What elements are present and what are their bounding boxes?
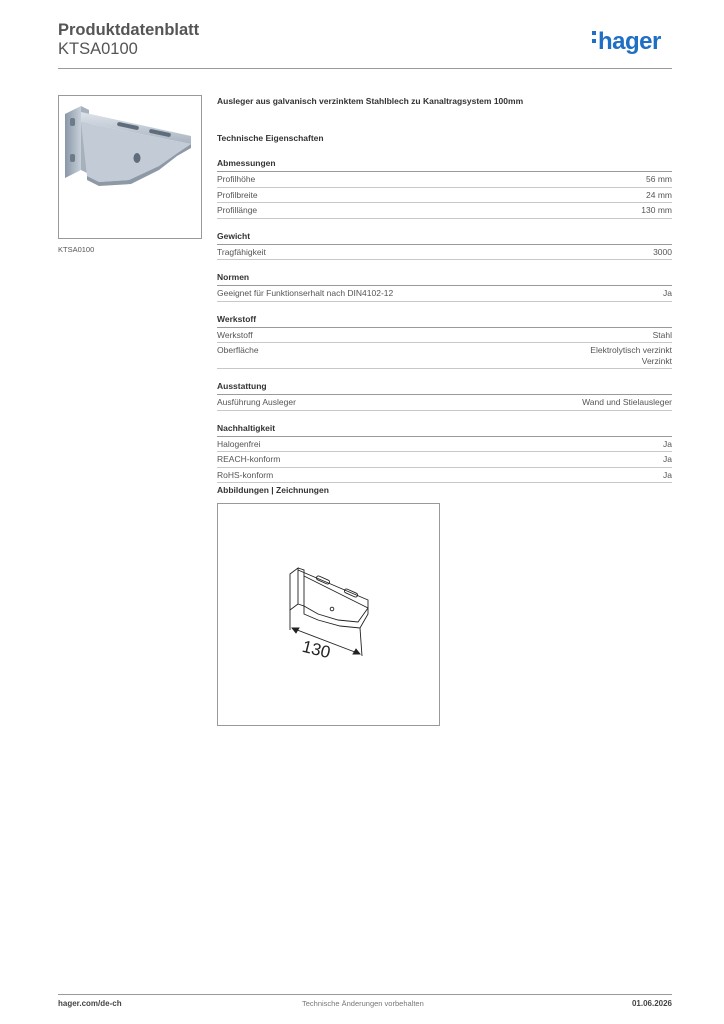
spec-row: [217, 203, 672, 219]
product-code: KTSA0100: [58, 40, 138, 58]
spec-value-text: 130 mm: [641, 205, 672, 215]
section-title: Normen: [217, 272, 672, 286]
footer-divider: [58, 994, 672, 995]
spec-row: [217, 328, 672, 344]
spec-sections: [217, 158, 672, 483]
spec-section: [217, 158, 672, 219]
section-title: Gewicht: [217, 231, 672, 245]
hager-logo: [592, 28, 661, 56]
section-title: Ausstattung: [217, 381, 672, 395]
spec-value-text: Ja: [663, 469, 672, 480]
spec-value: [646, 190, 672, 201]
spec-section: [217, 423, 672, 484]
spec-row: [217, 188, 672, 204]
spec-label: REACH-konform: [217, 454, 281, 464]
logo-dots-icon: [592, 27, 597, 47]
spec-row: [217, 468, 672, 484]
spec-value: [663, 470, 672, 481]
spec-label: Tragfähigkeit: [217, 246, 266, 257]
footer-notice: Technische Änderungen vorbehalten: [302, 999, 424, 1008]
spec-value: [641, 205, 672, 216]
technical-drawing: [217, 503, 440, 726]
spec-row: [217, 452, 672, 468]
section-title: Werkstoff: [217, 314, 672, 328]
logo-text: hager: [598, 28, 661, 55]
spec-row: [217, 286, 672, 302]
header-divider: [58, 68, 672, 69]
spec-value-text: 24 mm: [646, 189, 672, 200]
spec-value: [663, 439, 672, 450]
section-title: Abmessungen: [217, 158, 672, 172]
spec-value-text: Stahl: [652, 329, 672, 340]
product-photo: [58, 95, 202, 239]
spec-value-text: Ja: [663, 288, 672, 298]
spec-value-text: Wand und Stielausleger: [582, 397, 672, 407]
spec-value-text: Elektrolytisch verzinkt: [590, 345, 672, 355]
photo-caption: KTSA0100: [58, 245, 95, 254]
page-title: Produktdatenblatt: [58, 21, 200, 39]
spec-label: Halogenfrei: [217, 438, 261, 449]
product-description: Ausleger aus galvanisch verzinktem Stahlblech zu Kanaltragsystem 100mm: [217, 96, 524, 106]
dimension-label: 130: [300, 636, 333, 663]
spec-label: Profillänge: [217, 205, 258, 215]
spec-row: [217, 172, 672, 188]
spec-row: [217, 343, 672, 369]
spec-value: [653, 247, 672, 258]
spec-label: Ausführung Ausleger: [217, 397, 296, 407]
tech-properties-heading: Technische Eigenschaften: [217, 133, 324, 143]
spec-value: [590, 345, 672, 366]
spec-label: Geeignet für Funktionserhalt nach DIN4102-12: [217, 288, 394, 298]
bracket-drawing-icon: [218, 504, 439, 725]
bracket-photo-icon: [59, 96, 201, 238]
spec-row: [217, 245, 672, 261]
spec-value: [653, 330, 672, 341]
spec-value: [663, 454, 672, 465]
footer-website[interactable]: hager.com/de-ch: [58, 999, 122, 1008]
spec-value: [646, 174, 672, 185]
product-specs: [217, 96, 672, 483]
spec-row: [217, 395, 672, 411]
spec-value: [663, 288, 672, 299]
spec-value: [582, 397, 672, 408]
spec-value-text: 3000: [653, 246, 672, 257]
spec-label: RoHS-konform: [217, 469, 274, 480]
spec-value-text: 56 mm: [646, 174, 672, 184]
section-title: Nachhaltigkeit: [217, 423, 672, 437]
spec-value-secondary: Verzinkt: [641, 355, 672, 366]
spec-label: Oberfläche: [217, 345, 259, 355]
spec-value-text: Ja: [663, 438, 672, 449]
spec-value-text: Ja: [663, 454, 672, 464]
spec-section: [217, 381, 672, 411]
spec-label: Werkstoff: [217, 329, 253, 340]
spec-section: [217, 231, 672, 261]
spec-section: [217, 314, 672, 370]
figures-heading: Abbildungen | Zeichnungen: [217, 485, 329, 495]
footer-date: 01.06.2026: [631, 999, 672, 1008]
spec-section: [217, 272, 672, 302]
spec-label: Profilbreite: [217, 189, 258, 200]
spec-row: [217, 437, 672, 453]
spec-label: Profilhöhe: [217, 174, 256, 184]
